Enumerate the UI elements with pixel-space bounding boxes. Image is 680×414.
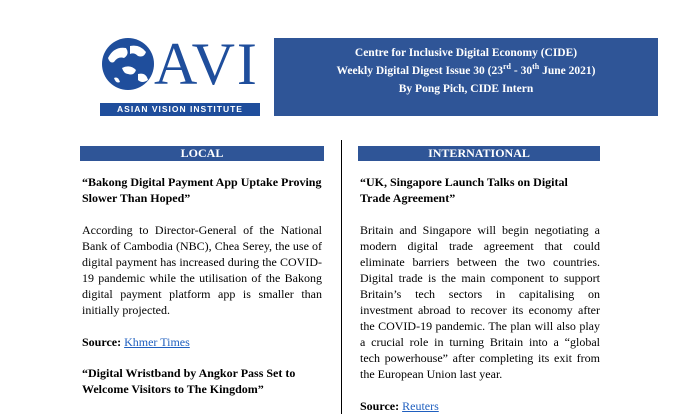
digest-header <box>274 38 658 116</box>
local-column <box>82 174 322 397</box>
logo-wordmark: AVI <box>154 31 259 97</box>
article-source: Source: Reuters <box>360 399 439 413</box>
international-column <box>360 174 600 414</box>
article-source: Source: Khmer Times <box>82 335 190 349</box>
article-body: According to Director-General of the National Bank of Cambodia (NBC), Chea Serey, the use of digital payment has increased during the COVID-19 pandemic while the utilisation of the Bakong digital payment platform app is smaller than initially projected. <box>82 223 322 317</box>
section-local-header: LOCAL <box>80 146 324 161</box>
source-link-reuters[interactable]: Reuters <box>402 399 439 413</box>
section-international-header: INTERNATIONAL <box>358 146 600 161</box>
header-issue: Weekly Digital Digest Issue 30 (23rd - 30th June 2021) <box>336 62 596 77</box>
header-author: By Pong Pich, CIDE Intern <box>398 83 534 95</box>
article-body: Britain and Singapore will begin negotiating a modern digital trade agreement that could eliminate barriers between the two countries. Digital trade is the main component to support Britain’s tech sectors in capitalising on investment abroad to recover its economy after the COVID-19 pandemic. The plan will also play a crucial role in turning Britain into a “global tech powerhouse” after completing its exit from the European Union last year. <box>360 223 600 381</box>
source-link-khmer-times[interactable]: Khmer Times <box>124 335 190 349</box>
column-divider <box>341 140 342 414</box>
article-headline: “Digital Wristband by Angkor Pass Set to Welcome Visitors to The Kingdom” <box>82 366 296 396</box>
logo-tagline: ASIAN VISION INSTITUTE <box>100 103 260 116</box>
globe-icon <box>100 28 156 98</box>
avi-logo <box>100 28 260 120</box>
article-headline: “Bakong Digital Payment App Uptake Proving Slower Than Hoped” <box>82 175 322 205</box>
article-headline: “UK, Singapore Launch Talks on Digital Trade Agreement” <box>360 175 568 205</box>
header-org: Centre for Inclusive Digital Economy (CIDE) <box>354 47 578 59</box>
